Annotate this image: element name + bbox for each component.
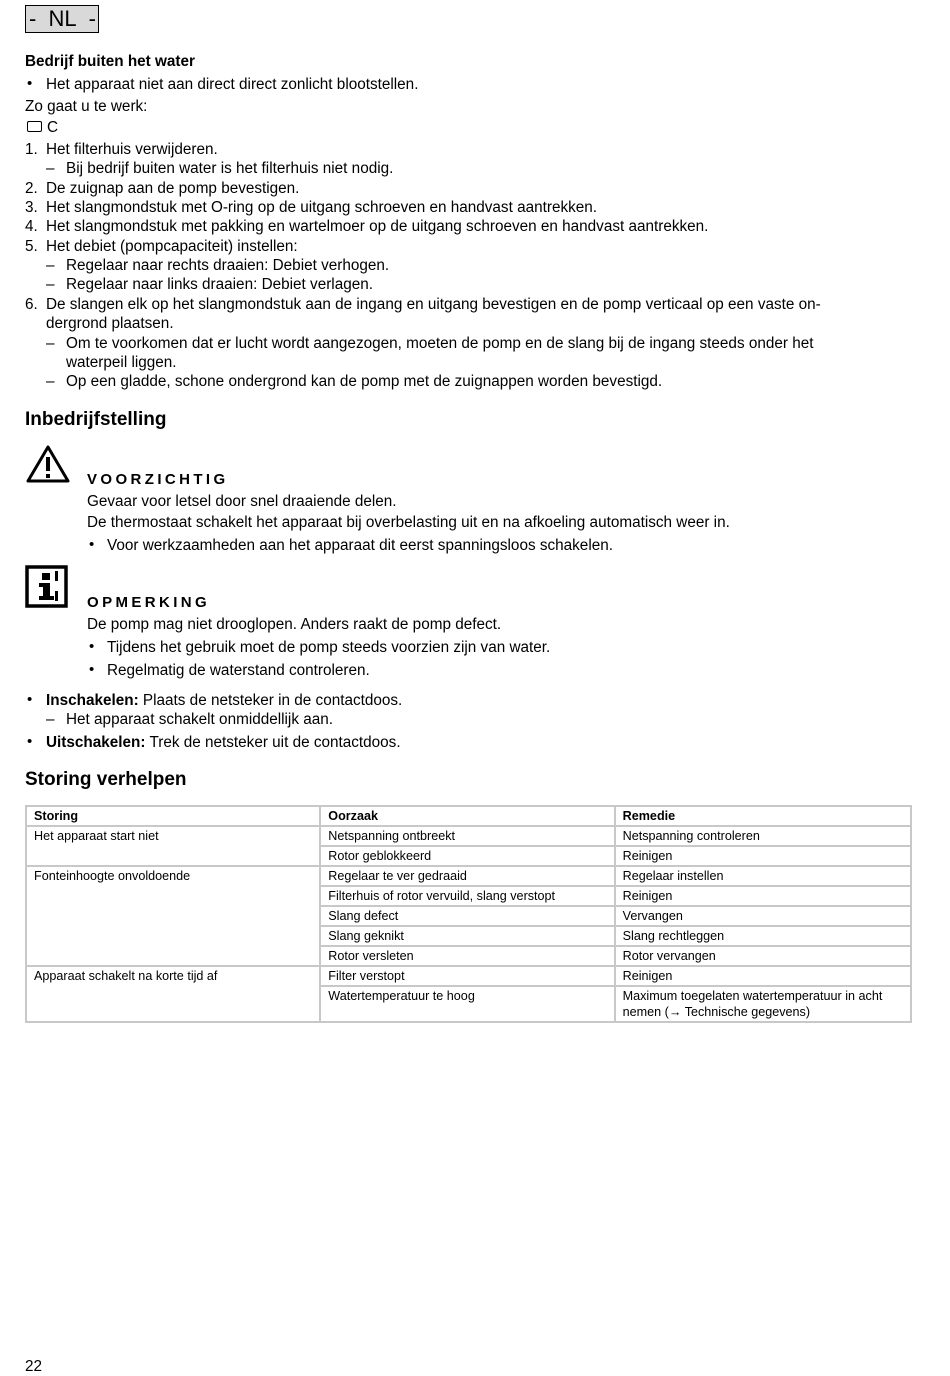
remedy-cell: Rotor vervangen: [615, 946, 911, 966]
remedy-cell: Regelaar instellen: [615, 866, 911, 886]
figure-icon: [27, 121, 42, 132]
cause-cell: Netspanning ontbreekt: [320, 826, 614, 846]
step-number: 6.: [25, 296, 38, 313]
bullet-icon: •: [89, 638, 95, 655]
table-row: [26, 826, 911, 846]
switch-on-instruction: [46, 691, 402, 710]
sub-step-text-continued: waterpeil liggen.: [66, 354, 177, 371]
step-text: Het slangmondstuk met O-ring op de uitgang schroeven en handvast aantrekken.: [46, 199, 598, 216]
caution-text: Gevaar voor letsel door snel draaiende delen.: [87, 493, 397, 510]
sub-step-text: Om te voorkomen dat er lucht wordt aangezogen, moeten de pomp en de slang bij de ingang steeds onder het: [66, 335, 814, 352]
fault-cell: [26, 926, 320, 946]
remedy-cell: Vervangen: [615, 906, 911, 926]
figure-ref: C: [47, 119, 59, 136]
step-text: Het slangmondstuk met pakking en wartelmoer op de uitgang schroeven en handvast aantrekken.: [46, 218, 709, 235]
step-number: 3.: [25, 199, 38, 216]
tab-dash-right: -: [88, 6, 96, 31]
intro-text: Zo gaat u te werk:: [25, 98, 148, 115]
caution-bullet-text: Voor werkzaamheden aan het apparaat dit eerst spanningsloos schakelen.: [107, 537, 613, 554]
step-number: 1.: [25, 141, 38, 158]
dash-marker: –: [46, 711, 55, 728]
remedy-cell: Maximum toegelaten watertemperatuur in acht nemen (→ Technische gegevens): [615, 986, 911, 1022]
note-label: OPMERKING: [87, 594, 211, 611]
remedy-cell: Reinigen: [615, 886, 911, 906]
table-row: [26, 886, 911, 906]
tab-language: NL: [48, 6, 77, 31]
step-text: De slangen elk op het slangmondstuk aan de ingang en uitgang bevestigen en de pomp verticaal op een vaste on-: [46, 296, 821, 313]
troubleshooting-table: [25, 805, 912, 1023]
table-row: [26, 906, 911, 926]
sub-step-text: Bij bedrijf buiten water is het filterhuis niet nodig.: [66, 160, 394, 177]
dash-marker: –: [46, 276, 55, 293]
cause-cell: Rotor versleten: [320, 946, 614, 966]
dash-marker: –: [46, 257, 55, 274]
cause-cell: Watertemperatuur te hoog: [320, 986, 614, 1022]
cause-cell: Filterhuis of rotor vervuild, slang verstopt: [320, 886, 614, 906]
table-row: [26, 866, 911, 886]
bullet-icon: •: [89, 661, 95, 678]
table-row: [26, 986, 911, 1022]
caution-text: De thermostaat schakelt het apparaat bij overbelasting uit en na afkoeling automatisch weer in.: [87, 514, 730, 531]
step-text-continued: dergrond plaatsen.: [46, 315, 174, 332]
page-number: 22: [25, 1358, 43, 1375]
switch-off-label: Uitschakelen:: [46, 734, 146, 751]
sub-step-text: Regelaar naar links draaien: Debiet verlagen.: [66, 276, 373, 293]
column-header-remedy: Remedie: [615, 806, 911, 826]
dash-marker: –: [46, 373, 55, 390]
bullet-icon: •: [89, 536, 95, 553]
fault-cell: [26, 946, 320, 966]
bullet-icon: •: [27, 75, 33, 92]
step-number: 5.: [25, 238, 38, 255]
section-title-operation-outside-water: Bedrijf buiten het water: [25, 53, 195, 70]
remedy-cell: Netspanning controleren: [615, 826, 911, 846]
fault-cell: [26, 906, 320, 926]
table-row: [26, 846, 911, 866]
section-title-commissioning: Inbedrijfstelling: [25, 409, 167, 430]
column-header-cause: Oorzaak: [320, 806, 614, 826]
bullet-icon: •: [27, 691, 33, 708]
note-text: De pomp mag niet drooglopen. Anders raakt de pomp defect.: [87, 616, 502, 633]
switch-on-label: Inschakelen:: [46, 692, 139, 709]
table-row: [26, 966, 911, 986]
remedy-cell: Reinigen: [615, 966, 911, 986]
bullet-icon: •: [27, 733, 33, 750]
table-row: [26, 926, 911, 946]
note-bullet-text: Regelmatig de waterstand controleren.: [107, 662, 370, 679]
language-tab: [25, 5, 99, 33]
switch-on-sub-text: Het apparaat schakelt onmiddellijk aan.: [66, 711, 334, 728]
switch-off-instruction: [46, 733, 401, 752]
bullet-text: Het apparaat niet aan direct direct zonlicht blootstellen.: [46, 76, 419, 93]
step-number: 4.: [25, 218, 38, 235]
fault-cell: [26, 886, 320, 906]
cause-cell: Slang geknikt: [320, 926, 614, 946]
dash-marker: –: [46, 335, 55, 352]
tab-dash-left: -: [29, 6, 37, 31]
fault-cell: Fonteinhoogte onvoldoende: [26, 866, 320, 886]
dash-marker: –: [46, 160, 55, 177]
sub-step-text: Op een gladde, schone ondergrond kan de pomp met de zuignappen worden bevestigd.: [66, 373, 663, 390]
fault-cell: [26, 986, 320, 1022]
cause-cell: Slang defect: [320, 906, 614, 926]
cause-cell: Rotor geblokkeerd: [320, 846, 614, 866]
switch-off-text: Trek de netsteker uit de contactdoos.: [149, 734, 401, 751]
fault-cell: Het apparaat start niet: [26, 826, 320, 846]
section-title-troubleshooting: Storing verhelpen: [25, 769, 187, 790]
step-text: De zuignap aan de pomp bevestigen.: [46, 180, 300, 197]
cause-cell: Filter verstopt: [320, 966, 614, 986]
column-header-fault: Storing: [26, 806, 320, 826]
fault-cell: [26, 846, 320, 866]
warning-triangle-icon: [25, 444, 71, 484]
step-text: Het debiet (pompcapaciteit) instellen:: [46, 238, 298, 255]
step-number: 2.: [25, 180, 38, 197]
caution-label: VOORZICHTIG: [87, 471, 229, 488]
cause-cell: Regelaar te ver gedraaid: [320, 866, 614, 886]
step-text: Het filterhuis verwijderen.: [46, 141, 218, 158]
switch-on-text: Plaats de netsteker in de contactdoos.: [142, 692, 403, 709]
remedy-cell: Slang rechtleggen: [615, 926, 911, 946]
table-row: [26, 946, 911, 966]
sub-step-text: Regelaar naar rechts draaien: Debiet verhogen.: [66, 257, 390, 274]
info-note-icon: [25, 565, 68, 608]
fault-cell: Apparaat schakelt na korte tijd af: [26, 966, 320, 986]
table-header-row: [26, 806, 911, 826]
note-bullet-text: Tijdens het gebruik moet de pomp steeds voorzien zijn van water.: [107, 639, 551, 656]
remedy-cell: Reinigen: [615, 846, 911, 866]
